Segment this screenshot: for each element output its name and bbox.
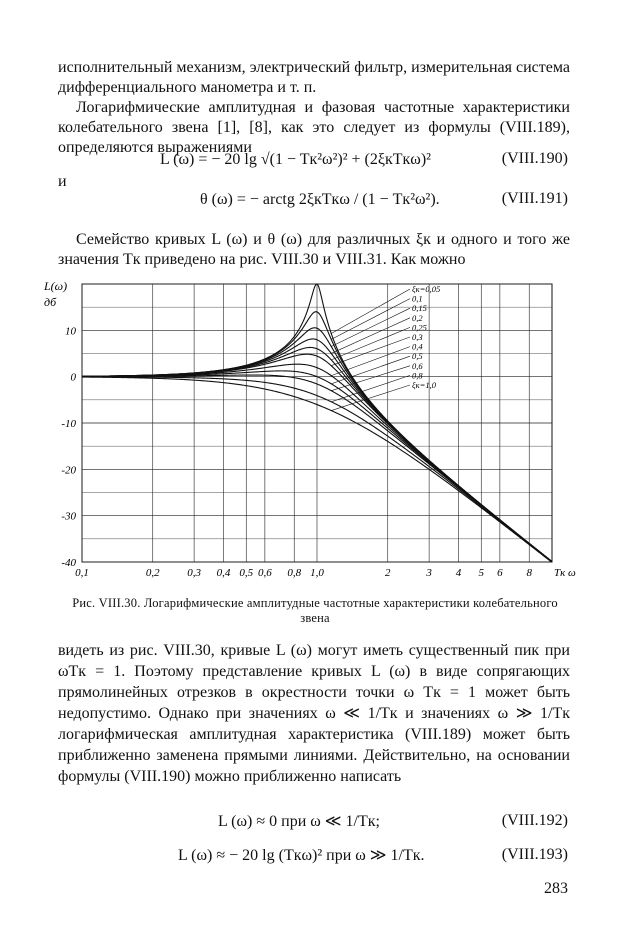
x-tick-label: 0,2 <box>145 567 160 579</box>
y-tick-label: -20 <box>61 464 76 477</box>
x-tick-label: 1,0 <box>310 567 324 579</box>
equation-viii-190: L (ω) = − 20 lg √(1 − Tк²ω²)² + (2ξкTкω)² <box>160 151 431 168</box>
equation-number-190: (VIII.190) <box>501 150 568 167</box>
curve-label-4: 0,25 <box>412 322 427 333</box>
x-tick-label: 2 <box>384 567 391 579</box>
x-tick-label: 0,1 <box>75 567 89 579</box>
x-tick-label: 5 <box>478 567 485 579</box>
equation-number-192: (VIII.192) <box>501 812 568 829</box>
equation-viii-192: L (ω) ≈ 0 при ω ≪ 1/Tк; <box>218 813 380 830</box>
curve-label-6: 0,4 <box>412 341 423 352</box>
curve-leader-2 <box>331 308 410 346</box>
curve-label-0: ξк=0,05 <box>412 284 441 294</box>
curve-label-2: 0,15 <box>412 303 427 314</box>
amplitude-frequency-chart <box>40 272 580 592</box>
x-tick-label: 0,4 <box>216 567 231 579</box>
paragraph-intro: исполнительный механизм, электрический фильтр, измерительная система дифференциального манометра и т. п. <box>58 59 570 96</box>
curve-leader-4 <box>331 327 410 359</box>
x-axis-label: Tк ω <box>554 567 576 579</box>
curve-leader-3 <box>331 318 410 354</box>
curve-leader-0 <box>331 289 410 334</box>
y-tick-label: -30 <box>61 510 76 523</box>
curve-leader-1 <box>331 299 410 340</box>
x-tick-label: 4 <box>455 567 462 579</box>
paragraph-peak-discussion: видеть из рис. VIII.30, кривые L (ω) могут иметь существенный пик при ωTк = 1. Поэтому представление кривых L (ω) в виде сопрягающих прямолинейных отрезков в окрестности точки ω Tк = 1 может быть недопустимо. Однако при значениях ω ≪ 1/Tк и значениях ω ≫ 1/Tк логарифмическая амплитудная характеристика (VIII.189) может быть приближенно заменена прямыми линиями. Действительно, на основании формулы (VIII.190) можно приближенно написать <box>58 642 570 785</box>
curve-label-10: ξк=1,0 <box>412 380 436 390</box>
paragraph-log-characteristics: Логарифмические амплитудная и фазовая частотные характеристики колебательного звена [1], [8], как это следует из формулы (VIII.189), определяются выражениями <box>58 99 570 156</box>
y-tick-label: 10 <box>65 325 76 338</box>
equation-number-191: (VIII.191) <box>501 190 568 207</box>
page-number: 283 <box>544 880 568 897</box>
curve-label-7: 0,5 <box>412 351 423 362</box>
paragraph-family-of-curves: Семейство кривых L (ω) и θ (ω) для различных ξк и одного и того же значения Tк приведено на рис. VIII.30 и VIII.31. Как можно <box>58 231 570 268</box>
curve-label-3: 0,2 <box>412 312 423 323</box>
figure-caption: Рис. VIII.30. Логарифмические амплитудные частотные характеристики колебательного звена <box>72 596 558 625</box>
y-tick-label: 0 <box>70 371 76 384</box>
y-axis-label: L(ω) <box>44 279 68 293</box>
curve-label-1: 0,1 <box>412 293 423 304</box>
equation-number-193: (VIII.193) <box>501 846 568 863</box>
x-tick-label: 6 <box>497 567 503 579</box>
equation-viii-193: L (ω) ≈ − 20 lg (Tкω)² при ω ≫ 1/Tк. <box>178 847 425 864</box>
conjunction-and: и <box>58 173 67 190</box>
curve-label-8: 0,6 <box>412 360 423 371</box>
chart-labels <box>43 279 576 579</box>
chart-grid <box>82 284 552 562</box>
y-axis-unit: дб <box>44 295 57 309</box>
equation-viii-191: θ (ω) = − arctg 2ξкTкω / (1 − Tк²ω²). <box>200 191 440 208</box>
x-tick-label: 8 <box>526 567 532 579</box>
x-tick-label: 0,8 <box>287 567 302 579</box>
x-tick-label: 0,5 <box>239 567 254 579</box>
curve-label-5: 0,3 <box>412 332 423 342</box>
x-tick-label: 3 <box>426 567 432 579</box>
curve-label-9: 0,8 <box>412 370 423 381</box>
y-tick-label: -10 <box>61 418 76 430</box>
y-tick-label: -40 <box>61 557 76 569</box>
x-tick-label: 0,6 <box>257 567 272 579</box>
x-tick-label: 0,3 <box>187 567 201 579</box>
